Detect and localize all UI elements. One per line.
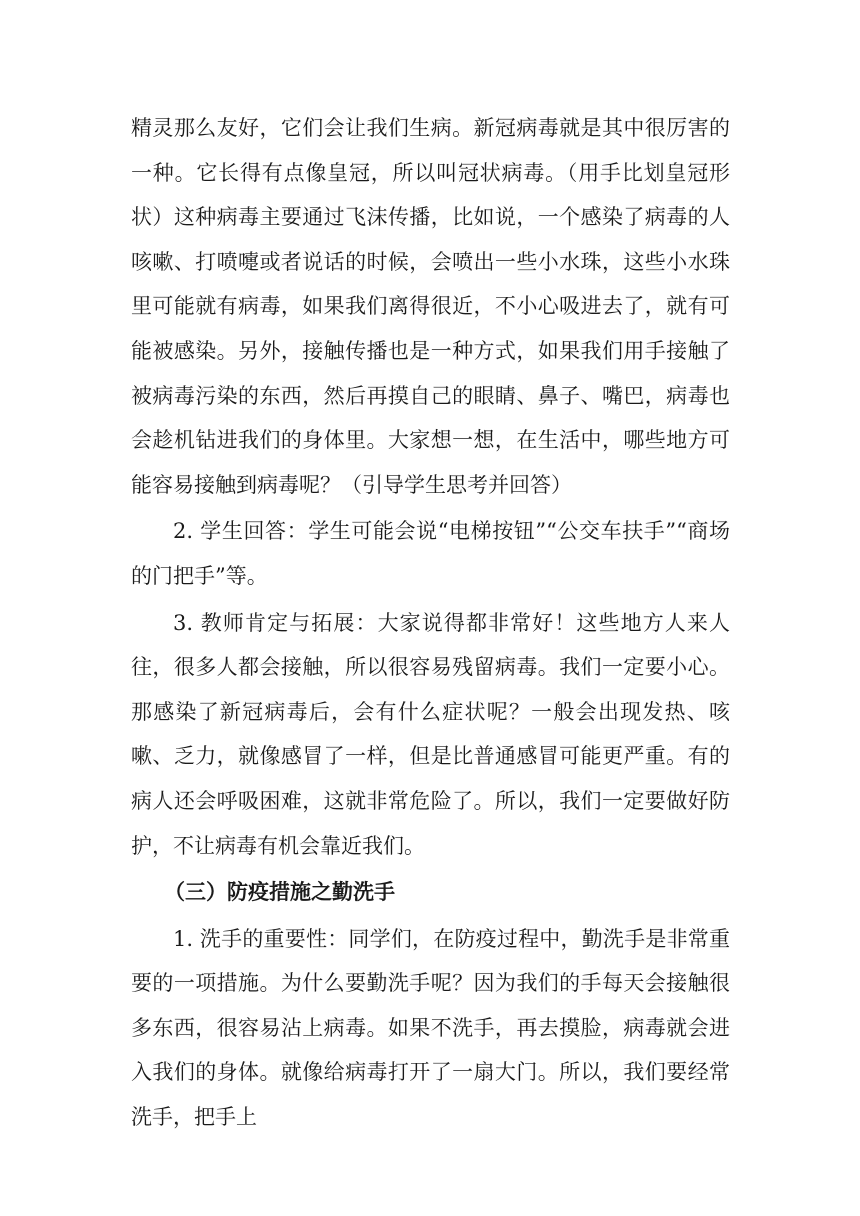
paragraph-teacher-extension: 3. 教师肯定与拓展：大家说得都非常好！这些地方人来人往，很多人都会接触，所以很容易残留病毒。我们一定要小心。那感染了新冠病毒后，会有什么症状呢？一般会出现发热、咳嗽、乏力，就像感冒了一样，但是比普通感冒可能更严重。有的病人还会呼吸困难，这就非常危险了。所以，我们一定要做好防护，不让病毒有机会靠近我们。 bbox=[131, 610, 730, 858]
paragraph-virus-intro: 精灵那么友好，它们会让我们生病。新冠病毒就是其中很厉害的一种。它长得有点像皇冠，所以叫冠状病毒。（用手比划皇冠形状）这种病毒主要通过飞沫传播，比如说，一个感染了病毒的人咳嗽、打喷嚏或者说话的时候，会喷出一些小水珠，这些小水珠里可能就有病毒，如果我们离得很近，不小心吸进去了，就有可能被感染。另外，接触传播也是一种方式，如果我们用手接触了被病毒污染的东西，然后再摸自己的眼睛、鼻子、嘴巴，病毒也会趁机钻进我们的身体里。大家想一想，在生活中，哪些地方可能容易接触到病毒呢？（引导学生思考并回答） bbox=[131, 116, 730, 497]
document-page bbox=[131, 106, 730, 1140]
paragraph-handwashing-importance: 1. 洗手的重要性：同学们，在防疫过程中，勤洗手是非常重要的一项措施。为什么要勤洗手呢？因为我们的手每天会接触很多东西，很容易沾上病毒。如果不洗手，再去摸脸，病毒就会进入我们的身体。就像给病毒打开了一扇大门。所以，我们要经常洗手，把手上 bbox=[131, 926, 730, 1130]
section-heading: （三）防疫措施之勤洗手 bbox=[164, 880, 395, 905]
paragraph-student-answer: 2. 学生回答：学生可能会说“电梯按钮”“公交车扶手”“商场的门把手”等。 bbox=[131, 519, 730, 588]
